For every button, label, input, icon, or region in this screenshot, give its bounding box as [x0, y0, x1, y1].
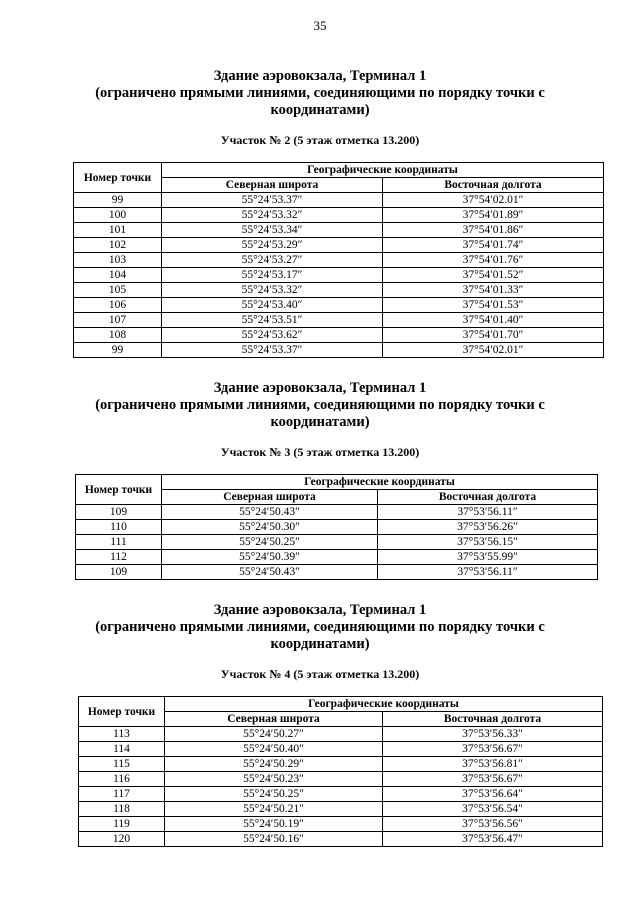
point-number-cell: 112 [76, 550, 162, 565]
longitude-cell: 37°53′56.47″ [383, 832, 603, 847]
table-row [76, 505, 598, 520]
latitude-cell: 55°24′53.27″ [162, 253, 383, 268]
section-title-line1: Здание аэровокзала, Терминал 1 [213, 380, 427, 396]
point-number-cell: 100 [74, 208, 162, 223]
latitude-cell: 55°24′53.37″ [162, 343, 383, 358]
point-number-cell: 110 [76, 520, 162, 535]
latitude-cell: 55°24′53.51″ [162, 313, 383, 328]
header-geo-coordinates: Географические координаты [162, 163, 604, 178]
point-number-cell: 113 [79, 727, 165, 742]
section-title-line3: координатами) [270, 636, 370, 652]
longitude-cell: 37°54′01.86″ [383, 223, 604, 238]
latitude-cell: 55°24′50.43″ [162, 505, 378, 520]
coordinates-table [78, 696, 603, 847]
latitude-cell: 55°24′50.25″ [165, 787, 383, 802]
table-row [79, 802, 603, 817]
section-title-line2: (ограничено прямыми линиями, соединяющими по порядку точки с [95, 619, 545, 635]
table-row [79, 817, 603, 832]
header-latitude: Северная широта [165, 712, 383, 727]
section-subtitle: Участок № 3 (5 этаж отметка 13.200) [220, 445, 420, 459]
header-point-number: Номер точки [76, 475, 162, 505]
latitude-cell: 55°24′50.21″ [165, 802, 383, 817]
point-number-cell: 115 [79, 757, 165, 772]
header-longitude: Восточная долгота [383, 712, 603, 727]
point-number-cell: 118 [79, 802, 165, 817]
point-number-cell: 102 [74, 238, 162, 253]
section-uchastok-3 [0, 380, 640, 580]
point-number-cell: 109 [76, 565, 162, 580]
table-row [74, 223, 604, 238]
latitude-cell: 55°24′53.34″ [162, 223, 383, 238]
header-longitude: Восточная долгота [378, 490, 598, 505]
longitude-cell: 37°54′02.01″ [383, 193, 604, 208]
section-title-line1: Здание аэровокзала, Терминал 1 [213, 602, 427, 618]
point-number-cell: 107 [74, 313, 162, 328]
point-number-cell: 117 [79, 787, 165, 802]
longitude-cell: 37°54′02.01″ [383, 343, 604, 358]
section-title-line2: (ограничено прямыми линиями, соединяющими по порядку точки с [95, 397, 545, 413]
longitude-cell: 37°53′56.15″ [378, 535, 598, 550]
latitude-cell: 55°24′50.23″ [165, 772, 383, 787]
longitude-cell: 37°54′01.40″ [383, 313, 604, 328]
table-row [79, 772, 603, 787]
longitude-cell: 37°54′01.53″ [383, 298, 604, 313]
longitude-cell: 37°54′01.76″ [383, 253, 604, 268]
longitude-cell: 37°54′01.89″ [383, 208, 604, 223]
latitude-cell: 55°24′53.37″ [162, 193, 383, 208]
header-latitude: Северная широта [162, 490, 378, 505]
longitude-cell: 37°53′56.11″ [378, 565, 598, 580]
longitude-cell: 37°53′56.67″ [383, 772, 603, 787]
latitude-cell: 55°24′50.43″ [162, 565, 378, 580]
latitude-cell: 55°24′50.27″ [165, 727, 383, 742]
longitude-cell: 37°54′01.52″ [383, 268, 604, 283]
table-row [79, 787, 603, 802]
table-row [76, 535, 598, 550]
point-number-cell: 108 [74, 328, 162, 343]
point-number-cell: 101 [74, 223, 162, 238]
longitude-cell: 37°53′56.56″ [383, 817, 603, 832]
table-row [74, 328, 604, 343]
table-row [79, 757, 603, 772]
table-row [74, 268, 604, 283]
section-subtitle: Участок № 4 (5 этаж отметка 13.200) [220, 667, 420, 681]
section-uchastok-4 [0, 602, 640, 847]
longitude-cell: 37°53′55.99″ [378, 550, 598, 565]
point-number-cell: 119 [79, 817, 165, 832]
latitude-cell: 55°24′53.62″ [162, 328, 383, 343]
latitude-cell: 55°24′50.39″ [162, 550, 378, 565]
latitude-cell: 55°24′53.17″ [162, 268, 383, 283]
table-row [74, 253, 604, 268]
latitude-cell: 55°24′50.16″ [165, 832, 383, 847]
latitude-cell: 55°24′50.19″ [165, 817, 383, 832]
header-longitude: Восточная долгота [383, 178, 604, 193]
table-row [74, 208, 604, 223]
header-geo-coordinates: Географические координаты [162, 475, 598, 490]
longitude-cell: 37°54′01.74″ [383, 238, 604, 253]
latitude-cell: 55°24′53.40″ [162, 298, 383, 313]
table-row [74, 298, 604, 313]
point-number-cell: 106 [74, 298, 162, 313]
table-row [76, 565, 598, 580]
longitude-cell: 37°54′01.33″ [383, 283, 604, 298]
table-row [74, 193, 604, 208]
point-number-cell: 116 [79, 772, 165, 787]
header-point-number: Номер точки [74, 163, 162, 193]
table-row [74, 283, 604, 298]
latitude-cell: 55°24′50.25″ [162, 535, 378, 550]
longitude-cell: 37°53′56.81″ [383, 757, 603, 772]
longitude-cell: 37°53′56.11″ [378, 505, 598, 520]
longitude-cell: 37°53′56.54″ [383, 802, 603, 817]
latitude-cell: 55°24′50.29″ [165, 757, 383, 772]
table-row [74, 238, 604, 253]
point-number-cell: 99 [74, 343, 162, 358]
coordinates-table [73, 162, 604, 358]
section-title-line1: Здание аэровокзала, Терминал 1 [213, 68, 427, 84]
longitude-cell: 37°53′56.26″ [378, 520, 598, 535]
point-number-cell: 111 [76, 535, 162, 550]
coordinates-table [75, 474, 598, 580]
section-title-line2: (ограничено прямыми линиями, соединяющими по порядку точки с [95, 85, 545, 101]
point-number-cell: 103 [74, 253, 162, 268]
page-number: 35 [313, 18, 327, 33]
table-row [74, 343, 604, 358]
point-number-cell: 120 [79, 832, 165, 847]
table-row [79, 727, 603, 742]
header-geo-coordinates: Географические координаты [165, 697, 603, 712]
section-title-line3: координатами) [270, 414, 370, 430]
latitude-cell: 55°24′53.32″ [162, 208, 383, 223]
point-number-cell: 109 [76, 505, 162, 520]
point-number-cell: 104 [74, 268, 162, 283]
latitude-cell: 55°24′53.32″ [162, 283, 383, 298]
longitude-cell: 37°53′56.33″ [383, 727, 603, 742]
section-title-line3: координатами) [270, 102, 370, 118]
latitude-cell: 55°24′53.29″ [162, 238, 383, 253]
longitude-cell: 37°53′56.64″ [383, 787, 603, 802]
point-number-cell: 114 [79, 742, 165, 757]
latitude-cell: 55°24′50.30″ [162, 520, 378, 535]
point-number-cell: 99 [74, 193, 162, 208]
table-row [76, 550, 598, 565]
longitude-cell: 37°54′01.70″ [383, 328, 604, 343]
table-row [79, 742, 603, 757]
longitude-cell: 37°53′56.67″ [383, 742, 603, 757]
latitude-cell: 55°24′50.40″ [165, 742, 383, 757]
section-subtitle: Участок № 2 (5 этаж отметка 13.200) [220, 133, 420, 147]
section-uchastok-2 [0, 68, 640, 358]
table-row [74, 313, 604, 328]
point-number-cell: 105 [74, 283, 162, 298]
header-latitude: Северная широта [162, 178, 383, 193]
header-point-number: Номер точки [79, 697, 165, 727]
table-row [79, 832, 603, 847]
table-row [76, 520, 598, 535]
